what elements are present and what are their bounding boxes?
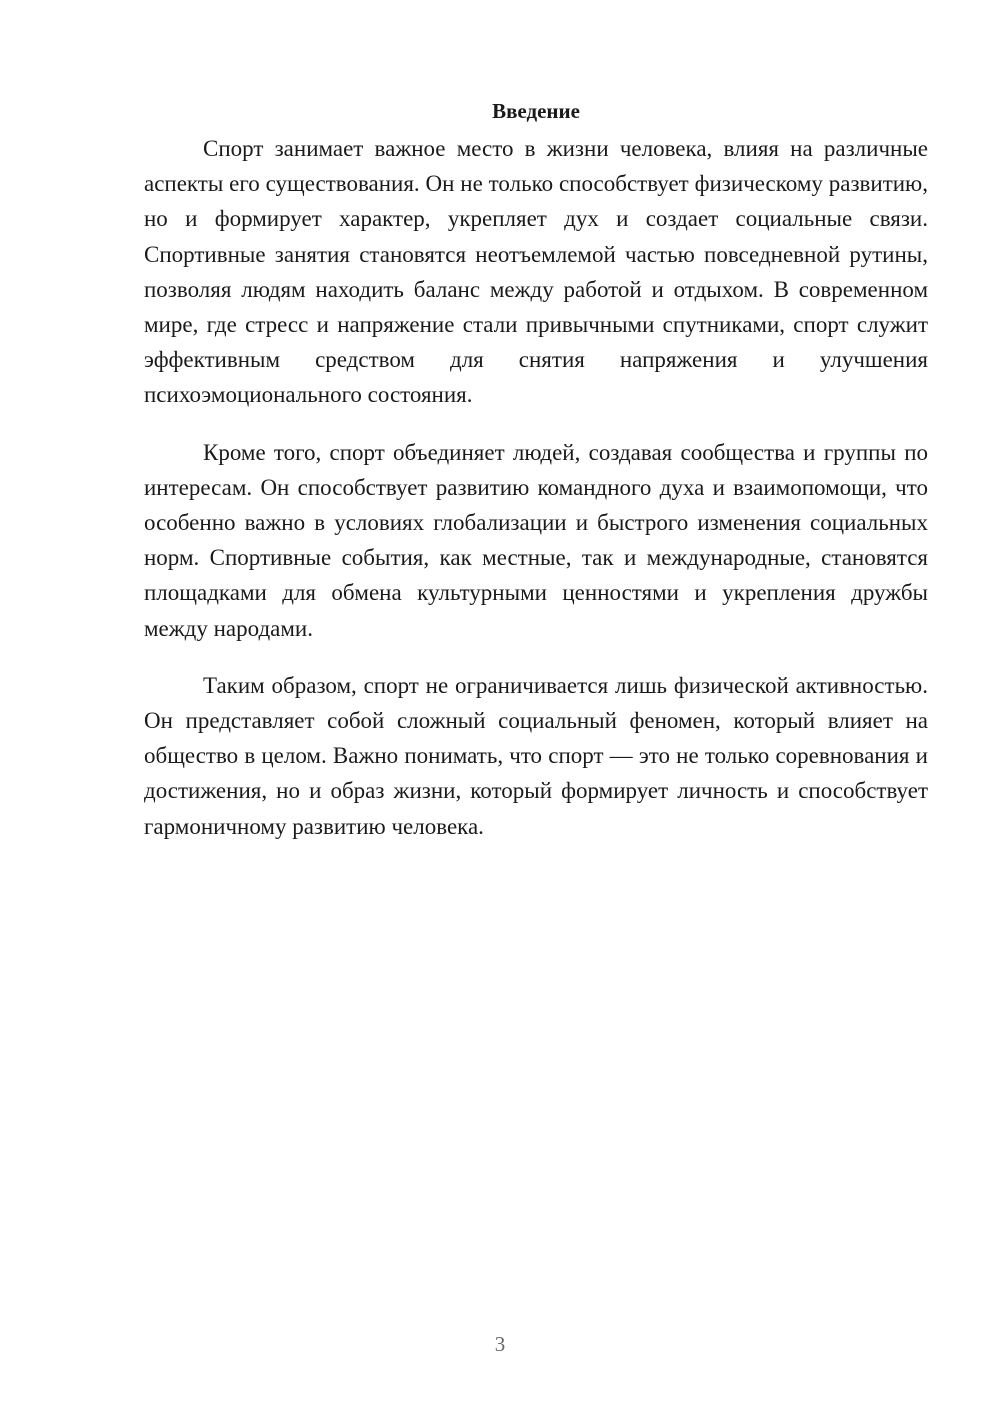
paragraph-2: Кроме того, спорт объединяет людей, создавая сообщества и группы по интересам. Он способствует развитию командного духа и взаимопомощи, что особенно важно в условиях глобализации и быстрого изменения социальных норм. Спортивные события, как местные, так и международные, становятся площадками для обмена культурными ценностями и укрепления дружбы между народами. (144, 439, 928, 641)
paragraph-3: Таким образом, спорт не ограничивается лишь физической активностью. Он представляет собой сложный социальный феномен, который влияет на общество в целом. Важно понимать, что спорт — это не только соревнования и достижения, но и образ жизни, который формирует личность и способствует гармоничному развитию человека. (144, 672, 928, 839)
page-content (144, 96, 928, 866)
page-number: 3 (494, 1332, 506, 1356)
paragraph-1: Спорт занимает важное место в жизни человека, влияя на различные аспекты его существования. Он не только способствует физическому развитию, но и формирует характер, укрепляет дух и создает социальные связи. Спортивные занятия становятся неотъемлемой частью повседневной рутины, позволяя людям находить баланс между работой и отдыхом. В современном мире, где стресс и напряжение стали привычными спутниками, спорт служит эффективным средством для снятия напряжения и улучшения психоэмоционального состояния. (144, 136, 928, 408)
section-title: Введение (492, 99, 580, 123)
